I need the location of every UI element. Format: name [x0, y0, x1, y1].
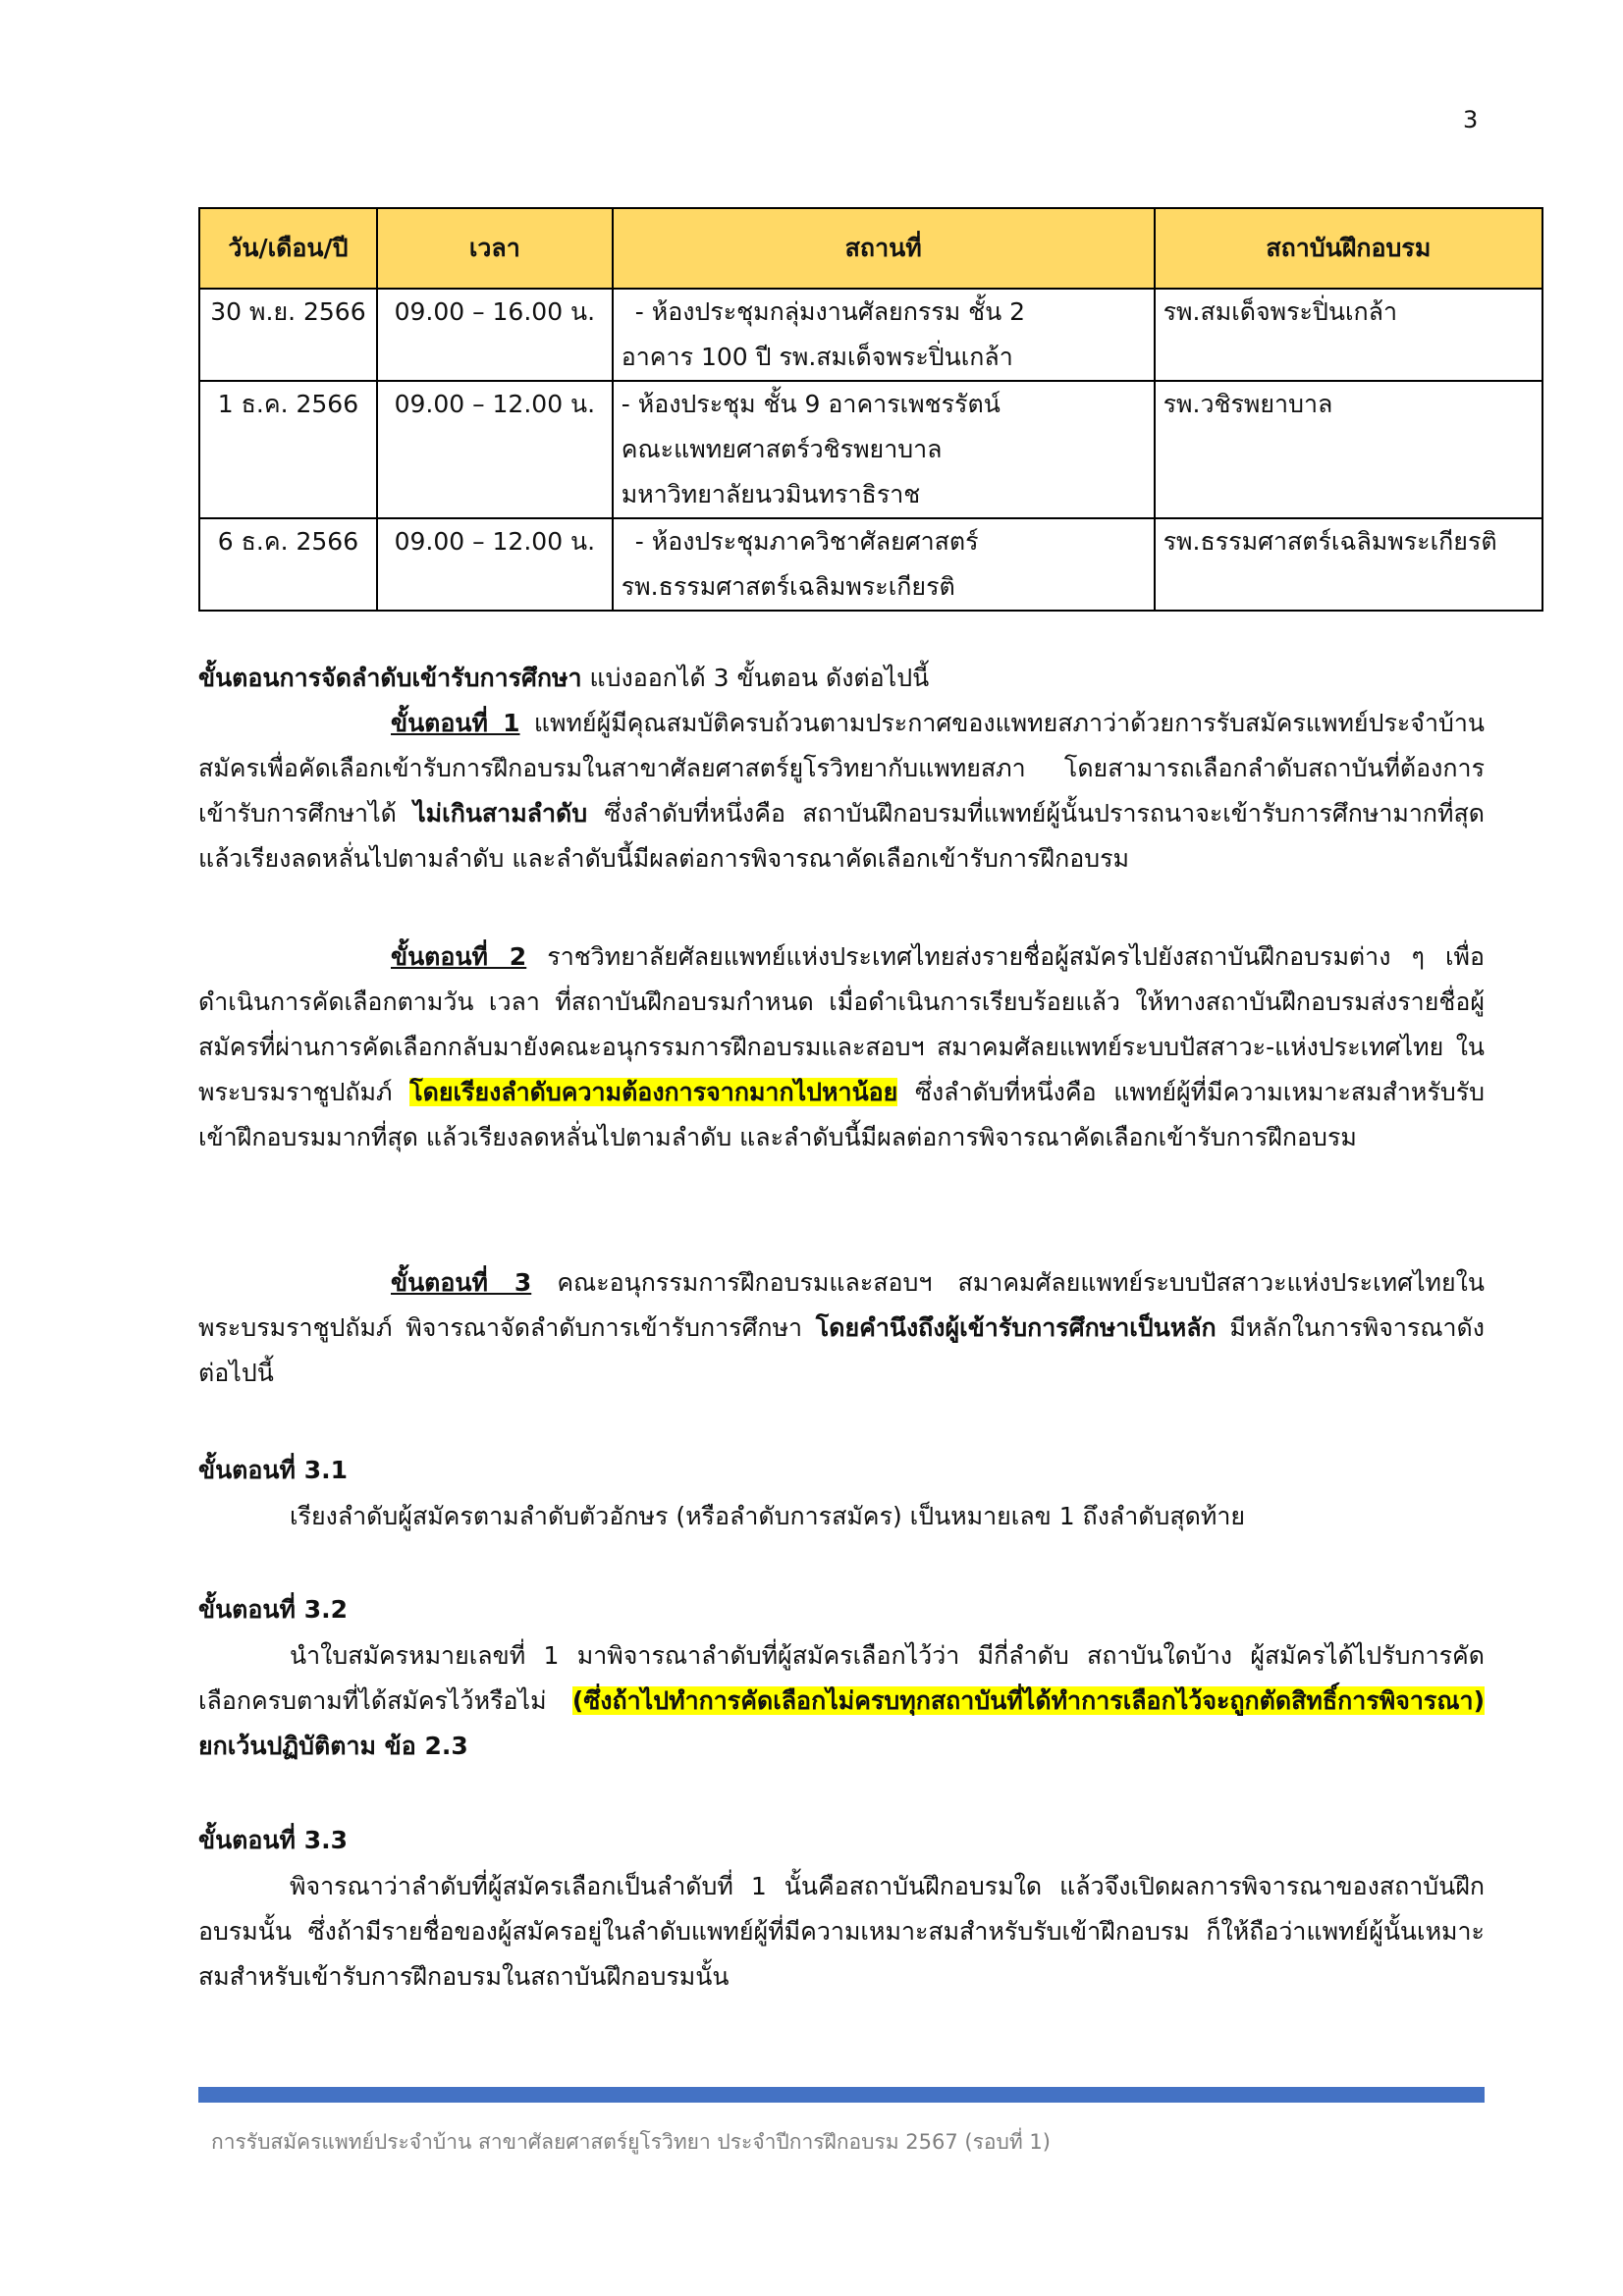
- step32-heading-text: ขั้นตอนที่ 3.2: [198, 1595, 348, 1624]
- row-place: [613, 518, 1155, 611]
- table-row: [199, 518, 1542, 611]
- row-date: 1 ธ.ค. 2566: [199, 381, 377, 518]
- step31-heading: [198, 1448, 1485, 1493]
- step2-highlight: โดยเรียงลำดับความต้องการจากมากไปหาน้อย: [409, 1078, 898, 1106]
- place-line: - ห้องประชุมภาควิชาศัลยศาสตร์: [634, 527, 979, 556]
- step33-text: พิจารณาว่าลำดับที่ผู้สมัครเลือกเป็นลำดับที่ 1 นั้นคือสถาบันฝึกอบรมใด แล้วจึงเปิดผลการพิจารณาของสถาบันฝึกอบรมนั้น ซึ่งถ้ามีรายชื่อของผู้สมัครอยู่ในลำดับแพทย์ผู้ที่มีความเหมาะสมสำหรับรับเข้าฝึกอบรม ก็ให้ถือว่าแพทย์ผู้นั้นเหมาะสมสำหรับเข้ารับการฝึกอบรมในสถาบันฝึกอบรมนั้น: [198, 1872, 1485, 1991]
- row-date: 30 พ.ย. 2566: [199, 289, 377, 381]
- step33-heading-text: ขั้นตอนที่ 3.3: [198, 1826, 348, 1854]
- header-time: เวลา: [377, 208, 613, 289]
- table-row: [199, 289, 1542, 381]
- place-line: รพ.ธรรมศาสตร์เฉลิมพระเกียรติ: [621, 572, 955, 601]
- step3-text: คณะอนุกรรมการฝึกอบรมและสอบฯ สมาคมศัลยแพทย์ระบบปัสสาวะแห่งประเทศไทยในพระบรมราชูปถัมภ์ พิจารณาจัดลำดับการเข้ารับการศึกษา: [198, 1268, 1485, 1342]
- step1-emphasis: ไม่เกินสามลำดับ: [413, 799, 588, 828]
- step31-text: เรียงลำดับผู้สมัครตามลำดับตัวอักษร (หรือลำดับการสมัคร) เป็นหมายเลข 1 ถึงลำดับสุดท้าย: [290, 1502, 1246, 1530]
- row-place: [613, 289, 1155, 381]
- step3-text-end: มีหลักในการพิจารณาดังต่อไปนี้: [198, 1313, 1485, 1387]
- step2-paragraph: [198, 934, 1485, 1160]
- row-institution: รพ.ธรรมศาสตร์เฉลิมพระเกียรติ: [1155, 518, 1542, 611]
- place-line: คณะแพทยศาสตร์วชิรพยาบาล: [621, 435, 943, 463]
- intro-paragraph: [198, 656, 1485, 701]
- row-institution: รพ.สมเด็จพระปิ่นเกล้า: [1155, 289, 1542, 381]
- row-time: 09.00 – 16.00 น.: [377, 289, 613, 381]
- header-institution: สถาบันฝึกอบรม: [1155, 208, 1542, 289]
- place-line: มหาวิทยาลัยนวมินทราธิราช: [621, 480, 921, 508]
- row-date: 6 ธ.ค. 2566: [199, 518, 377, 611]
- row-time: 09.00 – 12.00 น.: [377, 518, 613, 611]
- intro-text: แบ่งออกได้ 3 ขั้นตอน ดังต่อไปนี้: [581, 664, 930, 692]
- footer-bar: [198, 2087, 1485, 2103]
- intro-heading: ขั้นตอนการจัดลำดับเข้ารับการศึกษา: [198, 664, 582, 692]
- place-line: อาคาร 100 ปี รพ.สมเด็จพระปิ่นเกล้า: [621, 343, 1013, 371]
- step2-label: ขั้นตอนที่ 2: [391, 942, 527, 971]
- footer-text: การรับสมัครแพทย์ประจำบ้าน สาขาศัลยศาสตร์ยูโรวิทยา ประจำปีการฝึกอบรม 2567 (รอบที่ 1): [211, 2130, 1051, 2154]
- step31-heading-text: ขั้นตอนที่ 3.1: [198, 1456, 348, 1484]
- step32-emphasis: ยกเว้นปฏิบัติตาม ข้อ 2.3: [198, 1732, 468, 1760]
- row-institution: รพ.วชิรพยาบาล: [1155, 381, 1542, 518]
- table-row: [199, 381, 1542, 518]
- table-header-row: [199, 208, 1542, 289]
- step32-highlight: (ซึ่งถ้าไปทำการคัดเลือกไม่ครบทุกสถาบันที่ได้ทำการเลือกไว้จะถูกตัดสิทธิ์การพิจารณา): [571, 1686, 1485, 1715]
- step33-heading: [198, 1818, 1485, 1863]
- step32-text: นำใบสมัครหมายเลขที่ 1 มาพิจารณาลำดับที่ผู้สมัครเลือกไว้ว่า มีกี่ลำดับ สถาบันใดบ้าง ผู้สมัครได้ไปรับการคัดเลือกครบตามที่ได้สมัครไว้หรือไม่: [198, 1641, 1485, 1715]
- place-line: - ห้องประชุมกลุ่มงานศัลยกรรม ชั้น 2: [634, 297, 1026, 326]
- row-time: 09.00 – 12.00 น.: [377, 381, 613, 518]
- page-number: 3: [1463, 106, 1479, 133]
- step3-paragraph: [198, 1260, 1485, 1396]
- step2-text: ราชวิทยาลัยศัลยแพทย์แห่งประเทศไทยส่งรายชื่อผู้สมัครไปยังสถาบันฝึกอบรมต่าง ๆ เพื่อดำเนินการคัดเลือกตามวัน เวลา ที่สถาบันฝึกอบรมกำหนด เมื่อดำเนินการเรียบร้อยแล้ว ให้ทางสถาบันฝึกอบรมส่งรายชื่อผู้สมัครที่ผ่านการคัดเลือกกลับมายังคณะอนุกรรมการฝึกอบรมและสอบฯ สมาคมศัลยแพทย์ระบบปัสสาวะ-แห่งประเทศไทย ในพระบรมราชูปถัมภ์: [198, 942, 1485, 1106]
- step32-paragraph: [198, 1633, 1485, 1769]
- step1-paragraph: [198, 701, 1485, 881]
- header-place: สถานที่: [613, 208, 1155, 289]
- step1-text: แพทย์ผู้มีคุณสมบัติครบถ้วนตามประกาศของแพทยสภาว่าด้วยการรับสมัครแพทย์ประจำบ้าน สมัครเพื่อคัดเลือกเข้ารับการฝึกอบรมในสาขาศัลยศาสตร์ยูโรวิทยากับแพทยสภา โดยสามารถเลือกลำดับสถาบันที่ต้องการเข้ารับการศึกษาได้: [198, 709, 1485, 828]
- header-date: วัน/เดือน/ปี: [199, 208, 377, 289]
- schedule-table: [198, 207, 1543, 612]
- step2-text-end: ซึ่งลำดับที่หนึ่งคือ แพทย์ผู้ที่มีความเหมาะสมสำหรับรับเข้าฝึกอบรมมากที่สุด แล้วเรียงลดหลั่นไปตามลำดับ และลำดับนี้มีผลต่อการพิจารณาคัดเลือกเข้ารับการฝึกอบรม: [198, 1078, 1485, 1151]
- row-place: [613, 381, 1155, 518]
- step3-emphasis: โดยคำนึงถึงผู้เข้ารับการศึกษาเป็นหลัก: [815, 1313, 1217, 1342]
- place-line: - ห้องประชุม ชั้น 9 อาคารเพชรรัตน์: [621, 390, 1001, 418]
- step1-text-end: ซึ่งลำดับที่หนึ่งคือ สถาบันฝึกอบรมที่แพทย์ผู้นั้นปรารถนาจะเข้ารับการศึกษามากที่สุด แล้วเรียงลดหลั่นไปตามลำดับ และลำดับนี้มีผลต่อการพิจารณาคัดเลือกเข้ารับการฝึกอบรม: [198, 799, 1485, 873]
- step3-label: ขั้นตอนที่ 3: [391, 1268, 532, 1297]
- step32-heading: [198, 1587, 1485, 1632]
- step1-label: ขั้นตอนที่ 1: [391, 709, 520, 737]
